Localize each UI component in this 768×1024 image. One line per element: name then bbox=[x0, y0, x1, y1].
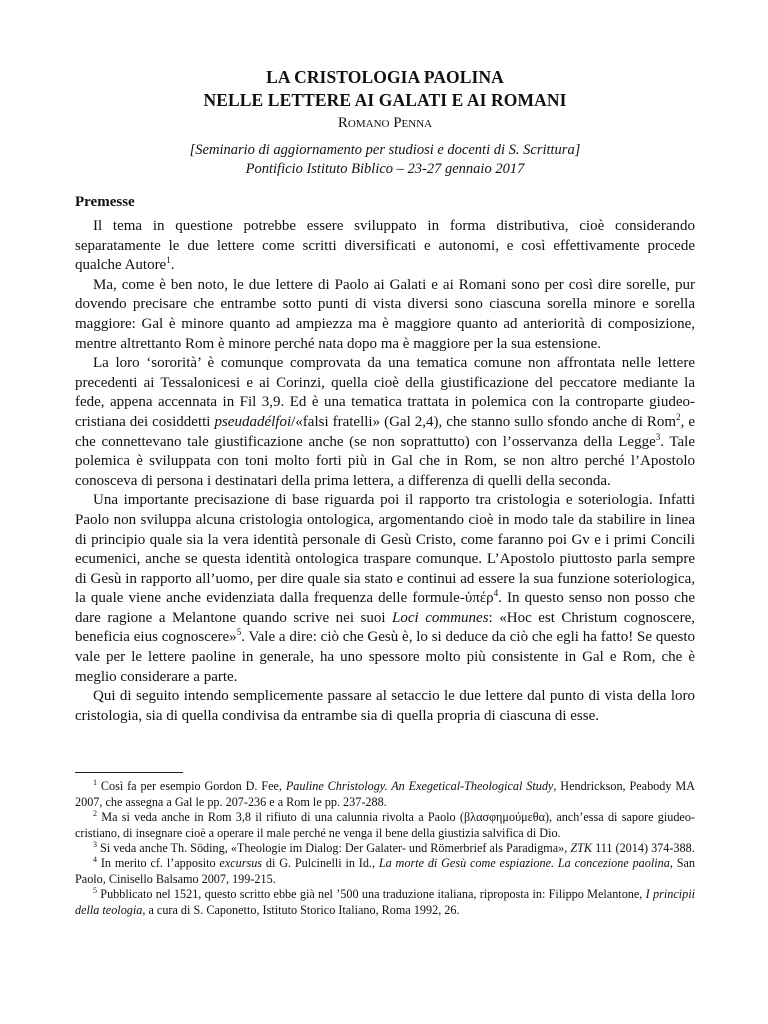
footnote-2-text: Ma si veda anche in Rom 3,8 il rifiuto di una calunnia rivolta a Paolo (βλασφημούμεθα), anch’essa di sapore giudeo-cristiano, di insegnare cioè a operare il male perché ne venga il bene della giustizia salvifica di Dio. bbox=[75, 810, 695, 840]
footnote-number-5: 5 bbox=[93, 886, 97, 896]
footnote-1 bbox=[75, 779, 695, 810]
paragraph-2: Ma, come è ben noto, le due lettere di Paolo ai Galati e ai Romani sono per così dire sorelle, pur dovendo precisare che entrambe sotto punti di vista diversi sono ciascuna sorella minore e sorella maggiore: Gal è minore quanto ad ampiezza ma è maggiore quanto ad anteriorità di composizione, mentre altrettanto Rom è minore perché nata dopo ma è maggiore per la sua estensione. bbox=[75, 276, 695, 352]
footnote-number-4: 4 bbox=[93, 855, 97, 865]
footnote-1-text-b: , Hendrickson, Peabody MA 2007, che assegna a Gal le pp. 207-236 e a Rom le pp. 237-288. bbox=[75, 779, 695, 809]
footnote-4 bbox=[75, 856, 695, 887]
footnote-4-italic-a: excursus bbox=[219, 856, 263, 871]
paragraph-1-text: Il tema in questione potrebbe essere sviluppato in forma distributiva, cioè considerando separatamente le due lettere come scritti diversificati e autonomi, e così effettivamente procede qualche Autore bbox=[75, 218, 695, 274]
footnote-separator bbox=[75, 772, 183, 773]
footnote-4-text-c: , San Paolo, Cinisello Balsamo 2007, 199-215. bbox=[75, 856, 695, 886]
footnote-3-italic: ZTK bbox=[570, 841, 593, 856]
paragraph-3-italic: pseudadélfoi bbox=[214, 413, 292, 430]
footnotes bbox=[75, 779, 695, 918]
paragraph-4-text-c: : «Hoc est Christum cognoscere, beneficia eius cognoscere» bbox=[75, 609, 695, 646]
paragraph-4 bbox=[75, 491, 695, 687]
footnote-ref-1: 1 bbox=[166, 255, 171, 266]
title-line-2: NELLE LETTERE AI GALATI E AI ROMANI bbox=[203, 90, 567, 110]
footnote-ref-5: 5 bbox=[236, 627, 242, 638]
footnote-4-italic-b: La morte di Gesù come espiazione. La concezione paolina bbox=[378, 856, 670, 871]
paragraph-5: Qui di seguito intendo semplicemente passare al setaccio le due lettere dal punto di vista della loro cristologia, sia di quella condivisa da entrambe sia di quella propria di ciascuna di esse. bbox=[75, 688, 695, 724]
footnote-number-3: 3 bbox=[93, 840, 97, 849]
footnote-1-text-a: Così fa per esempio Gordon D. Fee, bbox=[97, 779, 286, 794]
paragraph-1 bbox=[75, 217, 695, 276]
author-name: Romano Penna bbox=[337, 115, 433, 131]
paragraph-3-text-c: , e che connettevano tale giustificazione anche (se non soprattutto) con l’osservanza della Legge bbox=[75, 413, 695, 450]
footnote-5 bbox=[75, 887, 695, 918]
footnote-ref-3: 3 bbox=[655, 431, 661, 442]
footnote-number-1: 1 bbox=[93, 778, 97, 788]
footnote-ref-2: 2 bbox=[676, 411, 681, 422]
paper-title bbox=[75, 66, 695, 112]
paper-page bbox=[75, 66, 695, 918]
footnote-3-text-b: 111 (2014) 374-388. bbox=[592, 841, 695, 856]
footnote-4-text-b: di G. Pulcinelli in Id., bbox=[262, 856, 379, 871]
footnote-5-italic: I principii della teologia, bbox=[75, 887, 695, 917]
paragraph-3-text-d: . Tale polemica è sviluppata con toni molto forti più in Gal che in Rom, se non altro perché l’Apostolo conosceva di persona i destinatari della prima lettera, a differenza di quelli della seconda. bbox=[75, 433, 696, 489]
footnote-number-2: 2 bbox=[93, 809, 97, 819]
footnote-2 bbox=[75, 810, 695, 841]
paragraph-1-end: . bbox=[170, 257, 175, 274]
footnote-3-text-a: Si veda anche Th. Söding, «Theologie im Dialog: Der Galater- und Römerbrief als Paradigma», bbox=[97, 841, 571, 856]
title-line-1: LA CRISTOLOGIA PAOLINA bbox=[266, 67, 504, 87]
seminar-line-1: [Seminario di aggiornamento per studiosi e docenti di S. Scrittura] bbox=[189, 142, 581, 158]
paragraph-4-text-a: Una importante precisazione di base riguarda poi il rapporto tra cristologia e soteriologia. Infatti Paolo non sviluppa alcuna cristologia ontologica, argomentando cioè in modo tale da stabilire in linea di principio quale sia la vera identità personale di Gesù Cristo, come faranno poi Gv e i primi Concili ecumenici, anche se questa identità ontologica traspare comunque. L’Apostolo piuttosto parla sempre di Gesù in rapporto all’uomo, per dire quale sia stato e continui ad essere la sua funzione soteriologica, la quale viene anche evidenziata dalla frequenza delle formule-ὑπέρ bbox=[75, 492, 695, 607]
footnote-5-text-a: Pubblicato nel 1521, questo scritto ebbe già nel ’500 una traduzione italiana, riproposta in: Filippo Melantone, bbox=[97, 887, 646, 902]
seminar-info bbox=[75, 141, 695, 179]
paragraph-3-text-b: /«falsi fratelli» (Gal 2,4), che stanno sullo sfondo anche di Rom bbox=[291, 413, 677, 430]
footnote-ref-4: 4 bbox=[493, 588, 499, 599]
section-heading: Premesse bbox=[75, 194, 135, 210]
footnote-5-text-b: a cura di S. Caponetto, Istituto Storico Italiano, Roma 1992, 26. bbox=[145, 902, 460, 917]
seminar-line-2: Pontificio Istituto Biblico – 23-27 gennaio 2017 bbox=[245, 161, 525, 177]
paragraph-4-text-b: . In questo senso non posso che dare ragione a Melantone quando scrive nei suoi bbox=[75, 590, 695, 626]
paragraph-4-text-d: . Vale a dire: ciò che Gesù è, lo si deduce da ciò che egli ha fatto! Se questo vale per le lettere paoline in generale, ha uno spessore molto più consistente in Gal e Rom, che è meglio considerare a parte. bbox=[75, 629, 695, 685]
paragraph-3 bbox=[75, 354, 695, 491]
body-text bbox=[75, 217, 695, 726]
paragraph-3-text-a: La loro ‘sororità’ è comunque comprovata da una tematica comune non affrontata nelle lettere precedenti ai Tessalonicesi e ai Corinzi, quella cioè della giustificazione del peccatore mediante la fede, appena accennata in Fil 3,9. Ed è una tematica trattata in polemica con la controparte giudeo-cristiana dei cosiddetti bbox=[75, 355, 695, 430]
footnote-1-italic: Pauline Christology. An Exegetical-Theological Study bbox=[285, 779, 554, 794]
paragraph-4-italic: Loci communes bbox=[392, 609, 489, 626]
footnote-3 bbox=[75, 841, 695, 856]
footnote-4-text-a: In merito cf. l’apposito bbox=[97, 856, 220, 871]
